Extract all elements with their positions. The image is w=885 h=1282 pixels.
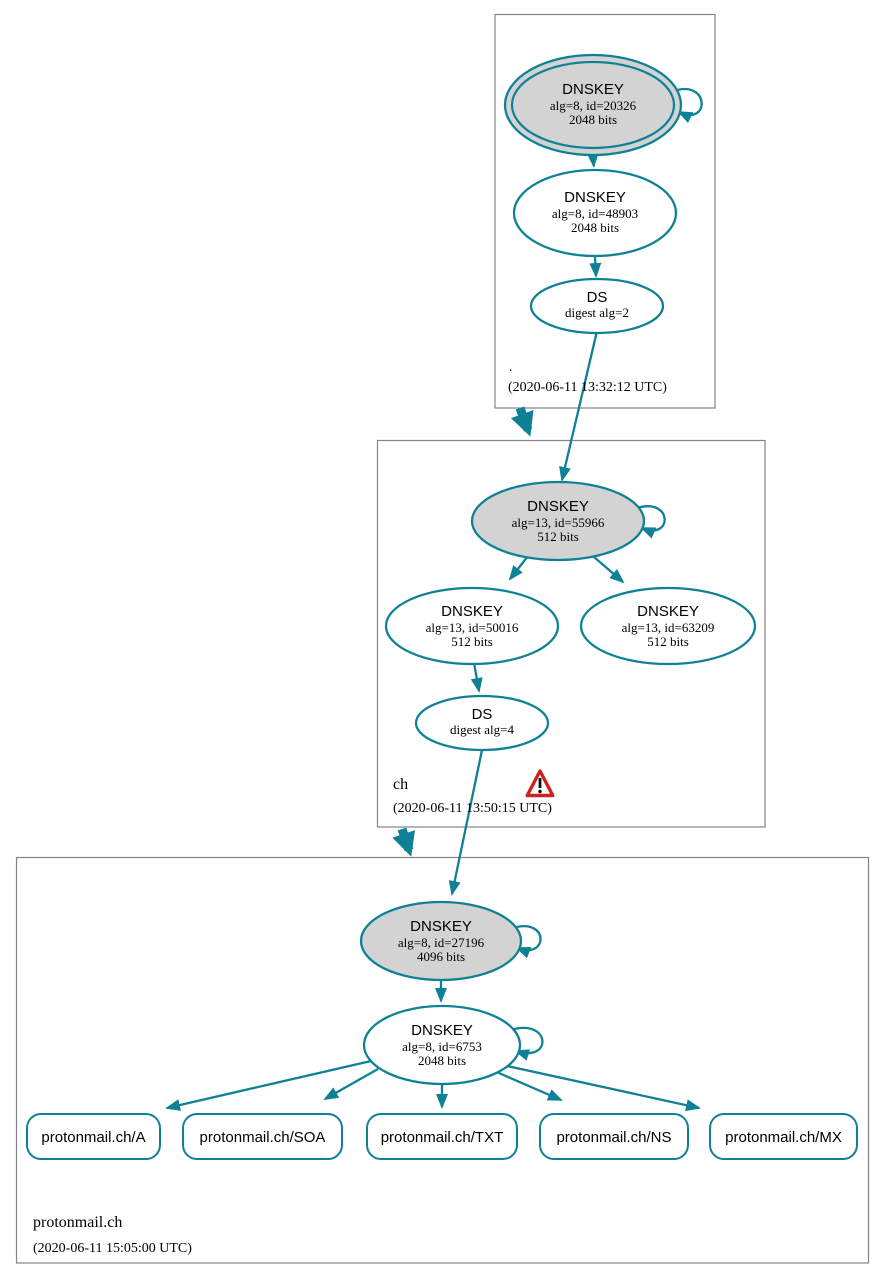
edge-root-to-ch-delegation bbox=[520, 408, 528, 430]
rrset-node-mx[interactable] bbox=[710, 1114, 857, 1159]
dnskey-node-ch-ksk[interactable] bbox=[472, 482, 644, 560]
node-bits: 2048 bits bbox=[417, 1053, 467, 1068]
node-title: DNSKEY bbox=[564, 189, 626, 206]
node-digest: digest alg=2 bbox=[564, 305, 630, 320]
rrset-label: protonmail.ch/NS bbox=[556, 1129, 672, 1146]
node-title: DNSKEY bbox=[411, 1022, 473, 1039]
dnskey-node-pm-zsk[interactable] bbox=[364, 1006, 520, 1084]
node-alg-id: alg=8, id=48903 bbox=[551, 206, 639, 221]
node-bits: 2048 bits bbox=[568, 112, 618, 127]
node-title: DNSKEY bbox=[441, 603, 503, 620]
zone-label-protonmail: protonmail.ch bbox=[33, 1214, 123, 1231]
rrset-node-a[interactable] bbox=[27, 1114, 160, 1159]
rrset-label: protonmail.ch/SOA bbox=[199, 1129, 326, 1146]
node-bits: 512 bits bbox=[451, 634, 493, 649]
node-alg-id: alg=8, id=27196 bbox=[397, 935, 485, 950]
node-bits: 512 bits bbox=[647, 634, 689, 649]
node-title: DNSKEY bbox=[637, 603, 699, 620]
node-alg-id: alg=8, id=6753 bbox=[402, 1039, 482, 1054]
ds-node-ch[interactable] bbox=[416, 696, 548, 750]
node-alg-id: alg=13, id=55966 bbox=[511, 515, 605, 530]
node-title: DNSKEY bbox=[562, 81, 624, 98]
rrset-label: protonmail.ch/MX bbox=[725, 1129, 842, 1146]
dnskey-node-root-zsk[interactable] bbox=[514, 170, 676, 256]
node-bits: 512 bits bbox=[537, 529, 579, 544]
node-title: DNSKEY bbox=[527, 498, 589, 515]
edge-ch-to-pm-delegation bbox=[402, 829, 409, 850]
node-title: DS bbox=[471, 706, 493, 723]
edge-root-zsk-ds bbox=[595, 257, 596, 276]
dnskey-node-ch-zsk1[interactable] bbox=[386, 588, 558, 664]
node-bits: 4096 bits bbox=[416, 949, 466, 964]
dnskey-node-ch-zsk2[interactable] bbox=[581, 588, 755, 664]
node-title: DS bbox=[586, 289, 608, 306]
node-digest: digest alg=4 bbox=[449, 722, 515, 737]
zone-label-root: . bbox=[509, 360, 513, 375]
rrset-node-ns[interactable] bbox=[540, 1114, 688, 1159]
dnskey-node-root-ksk[interactable] bbox=[505, 55, 681, 155]
rrset-label: protonmail.ch/TXT bbox=[380, 1129, 504, 1146]
rrset-label: protonmail.ch/A bbox=[41, 1129, 146, 1146]
node-alg-id: alg=13, id=50016 bbox=[425, 620, 519, 635]
zone-label-ch: ch bbox=[393, 776, 409, 793]
edge-root-ksk-zsk bbox=[593, 156, 594, 166]
rrset-node-soa[interactable] bbox=[183, 1114, 342, 1159]
ds-node-root[interactable] bbox=[531, 279, 663, 333]
node-title: DNSKEY bbox=[410, 918, 472, 935]
dnskey-node-pm-ksk[interactable] bbox=[361, 902, 521, 980]
node-alg-id: alg=8, id=20326 bbox=[549, 98, 637, 113]
node-alg-id: alg=13, id=63209 bbox=[621, 620, 715, 635]
node-bits: 2048 bits bbox=[570, 220, 620, 235]
rrset-node-txt[interactable] bbox=[367, 1114, 517, 1159]
zone-timestamp-protonmail: (2020-06-11 15:05:00 UTC) bbox=[33, 1241, 192, 1256]
zone-timestamp-root: (2020-06-11 13:32:12 UTC) bbox=[508, 380, 667, 395]
zone-timestamp-ch: (2020-06-11 13:50:15 UTC) bbox=[393, 801, 552, 816]
